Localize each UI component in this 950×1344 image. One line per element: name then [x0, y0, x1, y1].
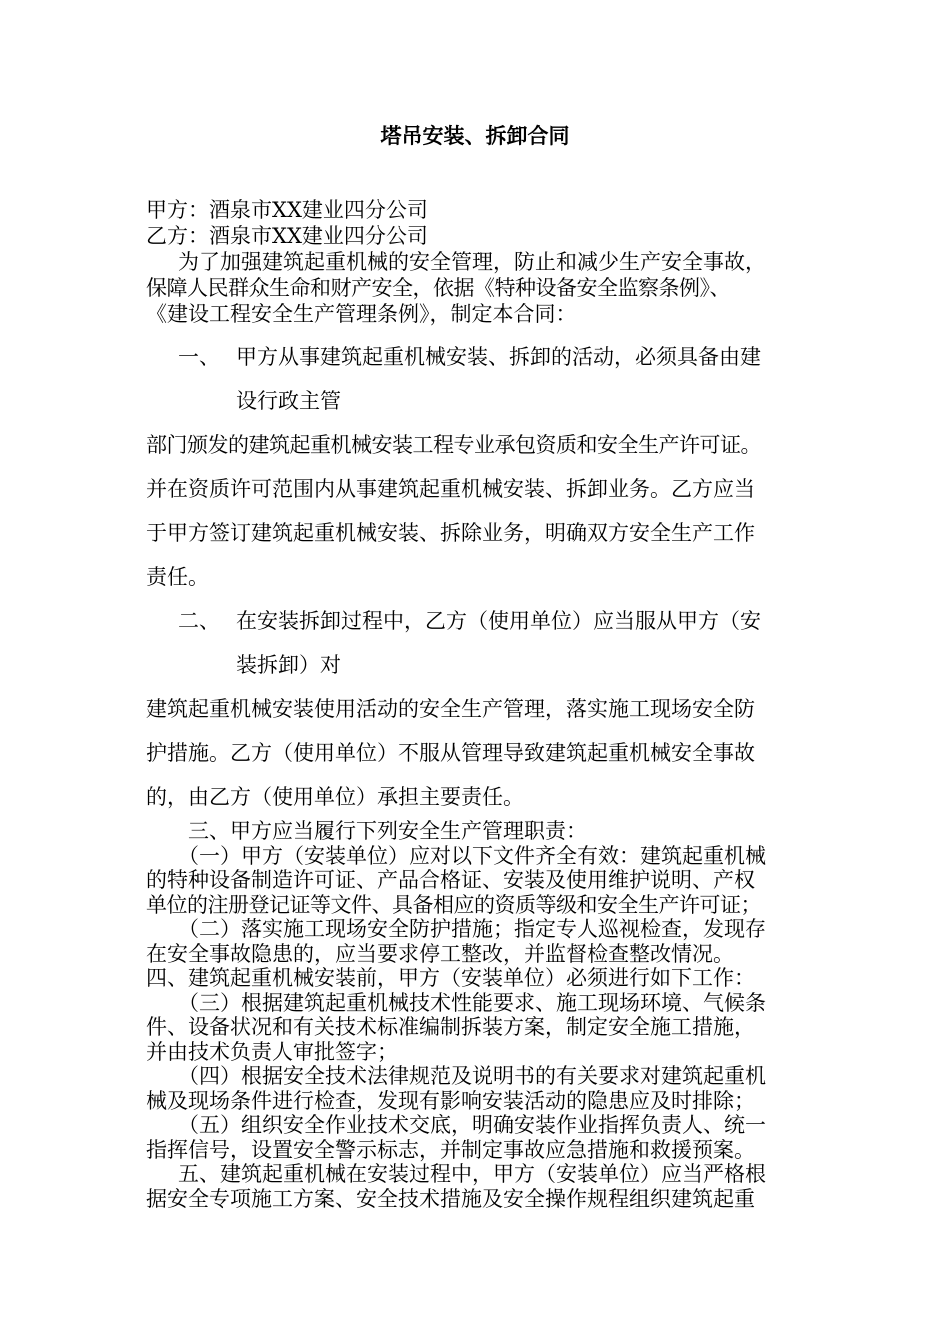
document-title: 塔吊安装、拆卸合同 [380, 124, 570, 148]
clause-line: 装拆卸）对 [236, 653, 341, 677]
clause-line: 甲方从事建筑起重机械安装、拆卸的活动，必须具备由建 [236, 345, 761, 369]
clause-line: 在安装拆卸过程中，乙方（使用单位）应当服从甲方（安 [236, 609, 761, 633]
intro-line: 为了加强建筑起重机械的安全管理，防止和减少生产安全事故， [178, 250, 766, 274]
paragraph-line: （五）组织安全作业技术交底，明确安装作业指挥负责人、统一 [178, 1113, 766, 1137]
clause-marker: 一、 [178, 345, 220, 369]
clause-continuation: 护措施。乙方（使用单位）不服从管理导致建筑起重机械安全事故 [146, 741, 755, 765]
paragraph-line: 的特种设备制造许可证、产品合格证、安装及使用维护说明、产权 [146, 868, 755, 892]
clause-continuation: 责任。 [146, 565, 209, 589]
party-a: 甲方：酒泉市XX建业四分公司 [146, 198, 428, 222]
clause-marker: 二、 [178, 609, 220, 633]
section-heading: 三、甲方应当履行下列安全生产管理职责： [188, 819, 587, 843]
intro-line: 保障人民群众生命和财产安全，依据《特种设备安全监察条例》、 [146, 276, 730, 300]
party-b: 乙方：酒泉市XX建业四分公司 [146, 224, 428, 248]
clause-continuation: 建筑起重机械安装使用活动的安全生产管理，落实施工现场安全防 [146, 697, 755, 721]
clause-line: 设行政主管 [236, 389, 341, 413]
paragraph-line: 指挥信号，设置安全警示标志，并制定事故应急措施和救援预案。 [146, 1137, 755, 1162]
paragraph-line: 并由技术负责人审批签字； [146, 1039, 398, 1064]
paragraph-line: （一）甲方（安装单位）应对以下文件齐全有效：建筑起重机械 [178, 843, 766, 868]
paragraph-line: 械及现场条件进行检查，发现有影响安装活动的隐患应及时排除； [146, 1088, 755, 1113]
paragraph-line: 单位的注册登记证等文件、具备相应的资质等级和安全生产许可证； [146, 892, 761, 917]
clause-continuation: 于甲方签订建筑起重机械安装、拆除业务，明确双方安全生产工作 [146, 521, 755, 545]
paragraph-line: （三）根据建筑起重机械技术性能要求、施工现场环境、气候条 [178, 990, 766, 1015]
paragraph-line: 在安全事故隐患的，应当要求停工整改，并监督检查整改情况。 [146, 941, 734, 966]
clause-two [146, 599, 811, 687]
clause-continuation: 并在资质许可范围内从事建筑起重机械安装、拆卸业务。乙方应当 [146, 477, 755, 501]
clause-one [146, 335, 811, 423]
paragraph-line: （二）落实施工现场安全防护措施；指定专人巡视检查，发现存 [178, 917, 766, 941]
clause-continuation: 的，由乙方（使用单位）承担主要责任。 [146, 785, 524, 809]
paragraph-line: （四）根据安全技术法律规范及说明书的有关要求对建筑起重机 [178, 1064, 766, 1088]
section-heading: 五、建筑起重机械在安装过程中，甲方（安装单位）应当严格根 [178, 1162, 766, 1186]
intro-line: 《建设工程安全生产管理条例》，制定本合同： [146, 302, 577, 326]
clause-continuation: 部门颁发的建筑起重机械安装工程专业承包资质和安全生产许可证。 [146, 433, 761, 457]
document-body [146, 197, 811, 1211]
paragraph-line: 件、设备状况和有关技术标准编制拆装方案，制定安全施工措施， [146, 1015, 755, 1039]
section-heading: 四、建筑起重机械安装前，甲方（安装单位）必须进行如下工作： [146, 966, 755, 990]
paragraph-line: 据安全专项施工方案、安全技术措施及安全操作规程组织建筑起重 [146, 1186, 755, 1211]
